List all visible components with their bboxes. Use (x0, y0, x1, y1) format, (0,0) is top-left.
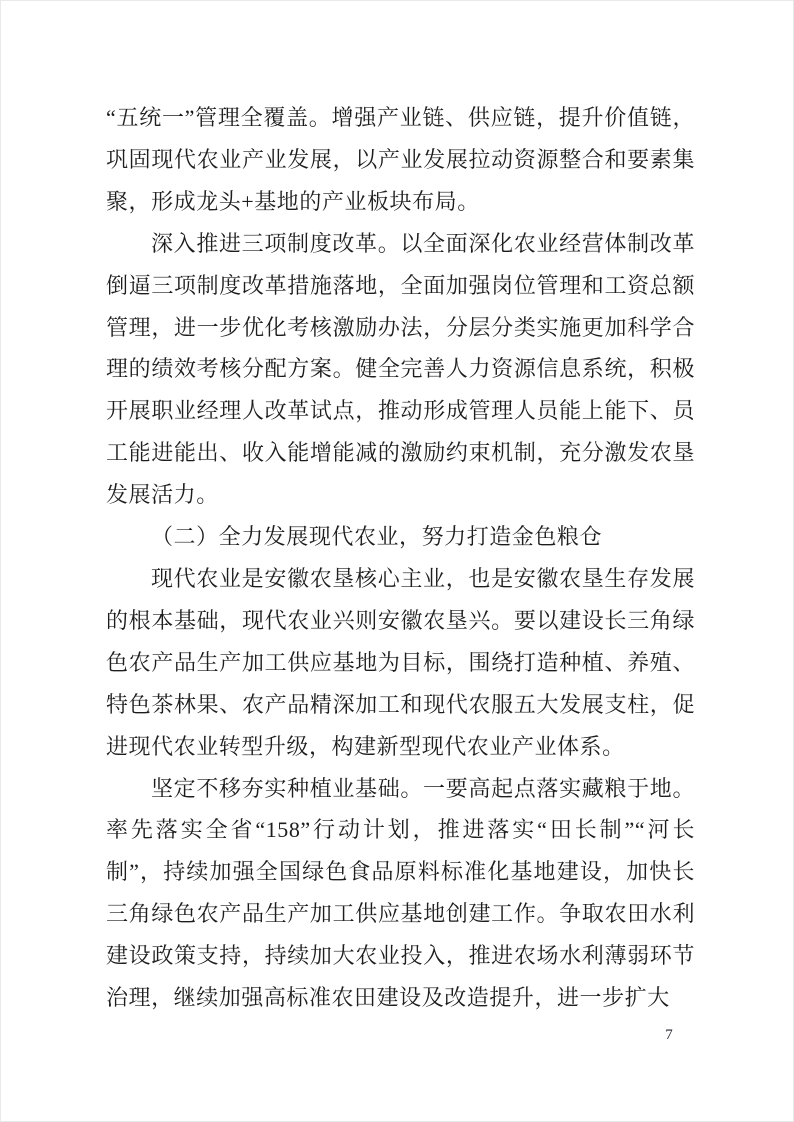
paragraph-reform: 深入推进三项制度改革。以全面深化农业经营体制改革倒逼三项制度改革措施落地，全面加强岗位管理和工资总额管理，进一步优化考核激励办法，分层分类实施更加科学合理的绩效考核分配方案。健全完善人力资源信息系统，积极开展职业经理人改革试点，推动形成管理人员能上能下、员工能进能出、收入能增能减的激励约束机制，充分激发农垦发展活力。 (106, 230, 695, 508)
section-heading: （二）全力发展现代农业，努力打造金色粮仓 (151, 524, 603, 550)
paragraph-modern-agriculture: 现代农业是安徽农垦核心主业，也是安徽农垦生存发展的根本基础，现代农业兴则安徽农垦兴。要以建设长三角绿色农产品生产加工供应基地为目标，围绕打造种植、养殖、特色茶林果、农产品精深加工和现代农服五大发展支柱，促进现代农业转型升级，构建新型现代农业产业体系。 (106, 565, 695, 759)
page-number: 7 (665, 1027, 673, 1043)
paragraph-continuation: “五统一”管理全覆盖。增强产业链、供应链，提升价值链，巩固现代农业产业发展，以产业发展拉动资源整合和要素集聚，形成龙头+基地的产业板块布局。 (106, 105, 695, 214)
document-body (106, 97, 695, 1019)
paragraph-planting-base: 坚定不移夯实种植业基础。一要高起点落实藏粮于地。率先落实全省“158”行动计划，推进落实“田长制”“河长制”，持续加强全国绿色食品原料标准化基地建设，加快长三角绿色农产品生产加工供应基地创建工作。争取农田水利建设政策支持，持续加大农业投入，推进农场水利薄弱环节治理，继续加强高标准农田建设及改造提升，进一步扩大 (106, 775, 695, 1011)
